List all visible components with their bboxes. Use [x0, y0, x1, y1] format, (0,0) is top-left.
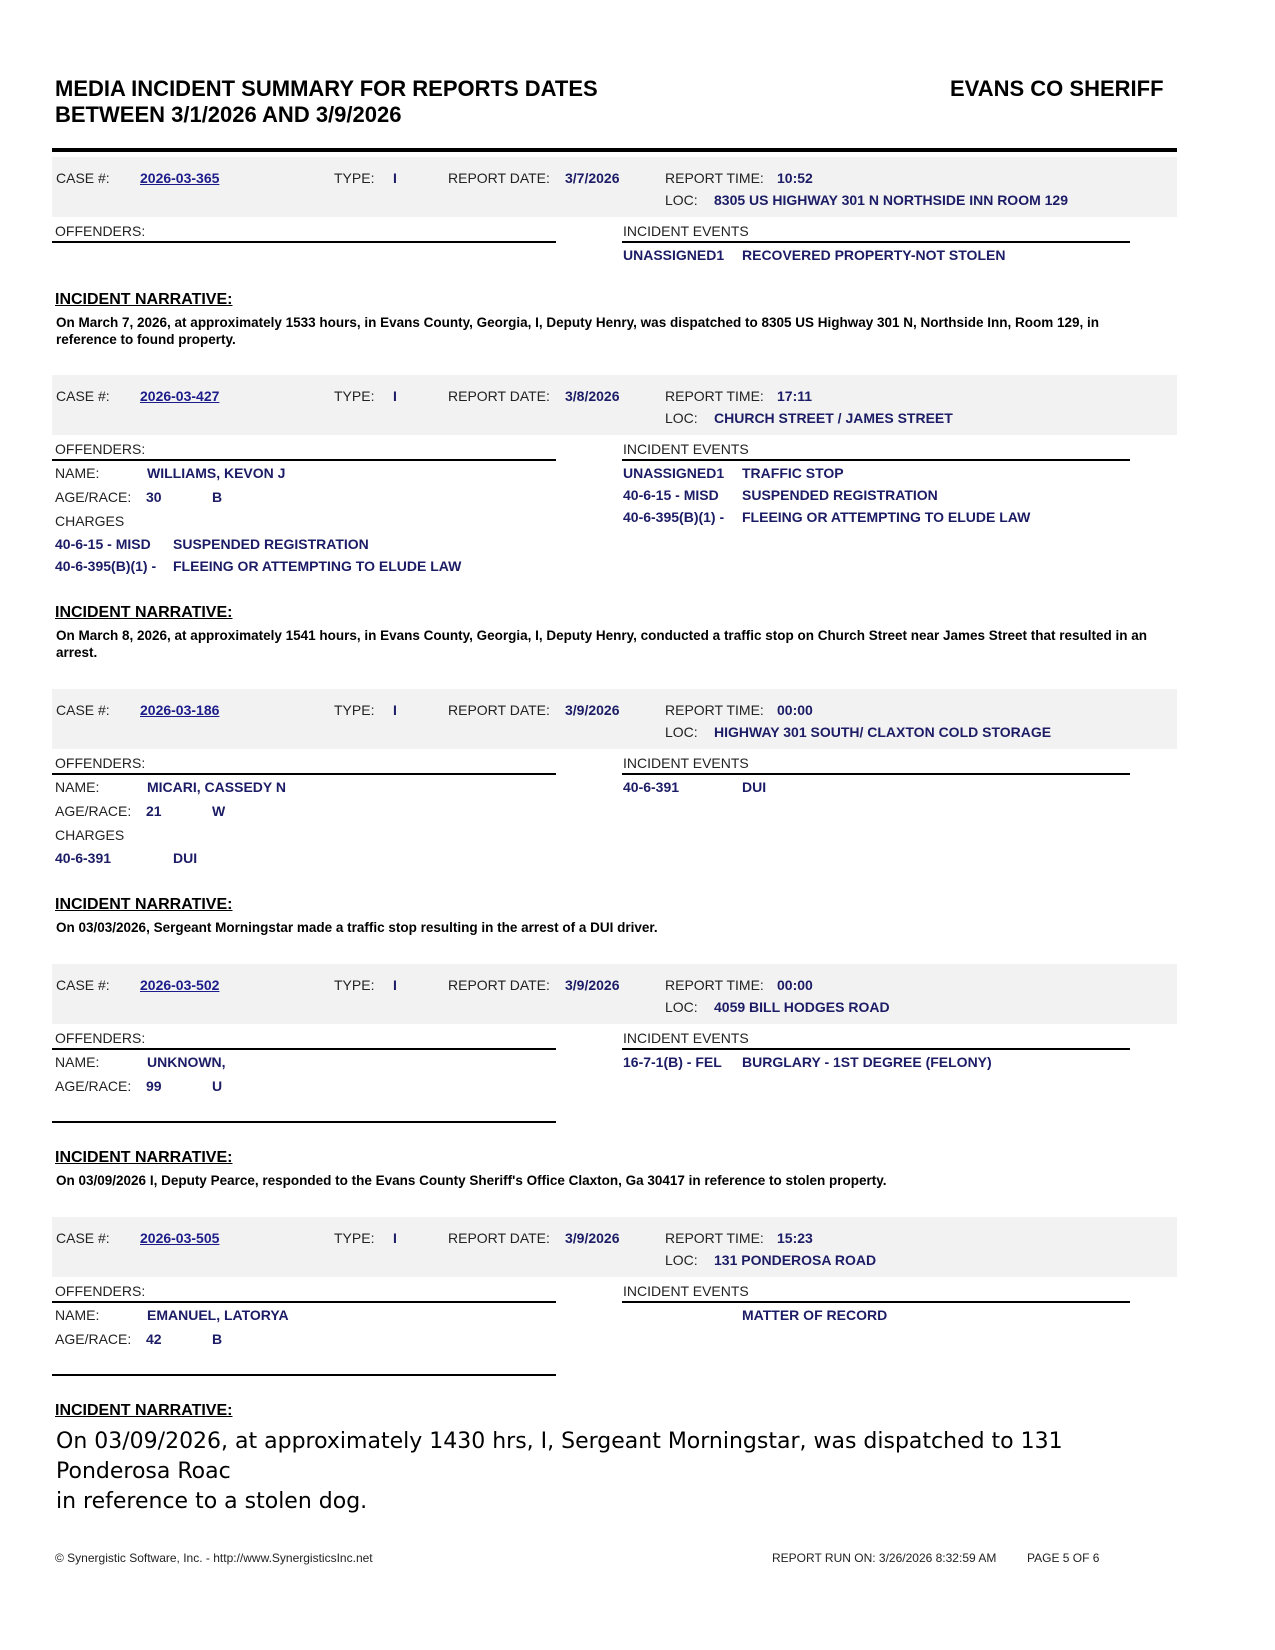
narrative-text: On 03/09/2026, at approximately 1430 hrs, I, Sergeant Morningstar, was dispatched to 131 Ponderosa Roac in reference to a stolen dog.: [56, 1429, 1063, 1514]
offender-age: 30: [146, 489, 162, 505]
narrative-heading: INCIDENT NARRATIVE:: [55, 291, 233, 308]
age-race-label: AGE/RACE:: [55, 1331, 132, 1347]
narrative-text: On 03/09/2026 I, Deputy Pearce, responded to the Evans County Sheriff's Office Claxton, Ga 30417 in reference to stolen property.: [56, 1173, 887, 1188]
type-label: TYPE:: [334, 388, 375, 404]
report-time-label: REPORT TIME:: [665, 170, 764, 186]
offenders-label: OFFENDERS:: [55, 1283, 146, 1299]
event-code: 16-7-1(B) - FEL: [623, 1054, 722, 1070]
event-desc: MATTER OF RECORD: [742, 1307, 888, 1323]
event-desc: BURGLARY - 1ST DEGREE (FELONY): [742, 1054, 992, 1070]
offender-name: EMANUEL, LATORYA: [147, 1307, 289, 1323]
charge-code: 40-6-15 - MISD: [55, 536, 151, 552]
report-date-value: 3/9/2026: [565, 1230, 620, 1246]
header-divider: [52, 148, 1177, 152]
offenders-label: OFFENDERS:: [55, 755, 146, 771]
narrative-text: On March 8, 2026, at approximately 1541 hours, in Evans County, Georgia, I, Deputy Henry, conducted a traffic stop on Church Street near James Street that resulted in an arrest.: [56, 628, 1148, 660]
charge-desc: FLEEING OR ATTEMPTING TO ELUDE LAW: [173, 558, 462, 574]
offender-name-label: NAME:: [55, 465, 100, 481]
offender-name-label: NAME:: [55, 1307, 100, 1323]
offenders-rule: [52, 773, 556, 775]
offenders-rule: [52, 241, 556, 243]
narrative-text: On March 7, 2026, at approximately 1533 hours, in Evans County, Georgia, I, Deputy Henry, was dispatched to 8305 US Highway 301 N, Northside Inn, Room 129, in reference to found property.: [56, 315, 1100, 347]
type-label: TYPE:: [334, 1230, 375, 1246]
type-value: I: [393, 977, 397, 993]
report-date-value: 3/9/2026: [565, 977, 620, 993]
report-date-label: REPORT DATE:: [448, 170, 550, 186]
offender-race: U: [212, 1078, 223, 1094]
loc-label: LOC:: [665, 410, 698, 426]
offender-race: B: [212, 489, 223, 505]
incident-events-label: INCIDENT EVENTS: [623, 441, 749, 457]
case-label: CASE #:: [56, 1230, 110, 1246]
offender-age: 99: [146, 1078, 162, 1094]
type-value: I: [393, 388, 397, 404]
events-rule: [622, 1048, 1130, 1050]
incident-events-label: INCIDENT EVENTS: [623, 755, 749, 771]
offenders-label: OFFENDERS:: [55, 223, 146, 239]
case-label: CASE #:: [56, 702, 110, 718]
offenders-rule: [52, 1048, 556, 1050]
case-number-link[interactable]: 2026-03-365: [140, 170, 220, 186]
footer-copyright: © Synergistic Software, Inc. - http://www.SynergisticsInc.net: [55, 1551, 373, 1565]
report-title-line2: BETWEEN 3/1/2026 AND 3/9/2026: [55, 102, 402, 127]
event-code: UNASSIGNED1: [623, 247, 725, 263]
loc-label: LOC:: [665, 724, 698, 740]
events-rule: [622, 459, 1130, 461]
report-time-label: REPORT TIME:: [665, 388, 764, 404]
type-label: TYPE:: [334, 702, 375, 718]
narrative-heading: INCIDENT NARRATIVE:: [55, 896, 233, 913]
report-date-label: REPORT DATE:: [448, 388, 550, 404]
case-label: CASE #:: [56, 170, 110, 186]
report-time-value: 15:23: [777, 1230, 813, 1246]
type-value: I: [393, 1230, 397, 1246]
report-time-value: 10:52: [777, 170, 813, 186]
report-date-value: 3/7/2026: [565, 170, 620, 186]
offender-name: UNKNOWN,: [147, 1054, 226, 1070]
report-time-value: 00:00: [777, 702, 813, 718]
report-date-label: REPORT DATE:: [448, 1230, 550, 1246]
agency-name: EVANS CO SHERIFF: [950, 76, 1164, 101]
loc-value: CHURCH STREET / JAMES STREET: [714, 410, 953, 426]
report-date-value: 3/8/2026: [565, 388, 620, 404]
narrative-heading: INCIDENT NARRATIVE:: [55, 604, 233, 621]
events-rule: [622, 241, 1130, 243]
report-title-line1: MEDIA INCIDENT SUMMARY FOR REPORTS DATES: [55, 76, 598, 101]
loc-label: LOC:: [665, 1252, 698, 1268]
narrative-heading: INCIDENT NARRATIVE:: [55, 1402, 233, 1419]
case-header-band: [52, 157, 1177, 217]
charge-desc: SUSPENDED REGISTRATION: [173, 536, 369, 552]
report-date-label: REPORT DATE:: [448, 977, 550, 993]
loc-label: LOC:: [665, 192, 698, 208]
offender-age: 21: [146, 803, 162, 819]
case-number-link[interactable]: 2026-03-502: [140, 977, 220, 993]
charges-label: CHARGES: [55, 513, 125, 529]
offenders-end-rule: [52, 1121, 556, 1123]
footer-page-number: PAGE 5 OF 6: [1027, 1551, 1100, 1565]
incident-events-label: INCIDENT EVENTS: [623, 223, 749, 239]
offender-name-label: NAME:: [55, 1054, 100, 1070]
type-value: I: [393, 170, 397, 186]
case-header-band: [52, 1217, 1177, 1277]
case-label: CASE #:: [56, 388, 110, 404]
charge-code: 40-6-391: [55, 850, 112, 866]
event-desc: RECOVERED PROPERTY-NOT STOLEN: [742, 247, 1006, 263]
age-race-label: AGE/RACE:: [55, 1078, 132, 1094]
report-time-value: 00:00: [777, 977, 813, 993]
offender-race: B: [212, 1331, 223, 1347]
offenders-rule: [52, 1301, 556, 1303]
event-code: 40-6-395(B)(1) -: [623, 509, 725, 525]
footer-run-on: REPORT RUN ON: 3/26/2026 8:32:59 AM: [772, 1551, 997, 1565]
event-desc: SUSPENDED REGISTRATION: [742, 487, 938, 503]
offender-name: WILLIAMS, KEVON J: [147, 465, 286, 481]
report-date-value: 3/9/2026: [565, 702, 620, 718]
offender-race: W: [212, 803, 226, 819]
loc-value: 4059 BILL HODGES ROAD: [714, 999, 890, 1015]
case-header-band: [52, 964, 1177, 1024]
report-title: [55, 76, 598, 128]
case-number-link[interactable]: 2026-03-427: [140, 388, 220, 404]
loc-value: 8305 US HIGHWAY 301 N NORTHSIDE INN ROOM 129: [714, 192, 1068, 208]
offenders-rule: [52, 459, 556, 461]
report-time-label: REPORT TIME:: [665, 1230, 764, 1246]
events-rule: [622, 1301, 1130, 1303]
event-desc: DUI: [742, 779, 767, 795]
charge-desc: DUI: [173, 850, 198, 866]
event-desc: TRAFFIC STOP: [742, 465, 844, 481]
offender-age: 42: [146, 1331, 162, 1347]
loc-value: 131 PONDEROSA ROAD: [714, 1252, 877, 1268]
incident-events-label: INCIDENT EVENTS: [623, 1283, 749, 1299]
event-code: 40-6-391: [623, 779, 680, 795]
charges-label: CHARGES: [55, 827, 125, 843]
charge-code: 40-6-395(B)(1) -: [55, 558, 157, 574]
offenders-label: OFFENDERS:: [55, 441, 146, 457]
event-desc: FLEEING OR ATTEMPTING TO ELUDE LAW: [742, 509, 1031, 525]
incident-events-label: INCIDENT EVENTS: [623, 1030, 749, 1046]
loc-value: HIGHWAY 301 SOUTH/ CLAXTON COLD STORAGE: [714, 724, 1052, 740]
type-label: TYPE:: [334, 170, 375, 186]
type-label: TYPE:: [334, 977, 375, 993]
event-code: UNASSIGNED1: [623, 465, 725, 481]
case-header-band: [52, 689, 1177, 749]
case-number-link[interactable]: 2026-03-186: [140, 702, 220, 718]
loc-label: LOC:: [665, 999, 698, 1015]
event-code: 40-6-15 - MISD: [623, 487, 719, 503]
narrative-text: On 03/03/2026, Sergeant Morningstar made a traffic stop resulting in the arrest of a DUI driver.: [56, 920, 658, 935]
case-label: CASE #:: [56, 977, 110, 993]
case-header-band: [52, 375, 1177, 435]
offender-name-label: NAME:: [55, 779, 100, 795]
age-race-label: AGE/RACE:: [55, 489, 132, 505]
events-rule: [622, 773, 1130, 775]
narrative-heading: INCIDENT NARRATIVE:: [55, 1149, 233, 1166]
report-time-label: REPORT TIME:: [665, 977, 764, 993]
case-number-link[interactable]: 2026-03-505: [140, 1230, 220, 1246]
report-time-value: 17:11: [777, 388, 813, 404]
offenders-label: OFFENDERS:: [55, 1030, 146, 1046]
offenders-end-rule: [52, 1374, 556, 1376]
report-time-label: REPORT TIME:: [665, 702, 764, 718]
type-value: I: [393, 702, 397, 718]
report-date-label: REPORT DATE:: [448, 702, 550, 718]
offender-name: MICARI, CASSEDY N: [147, 779, 286, 795]
age-race-label: AGE/RACE:: [55, 803, 132, 819]
